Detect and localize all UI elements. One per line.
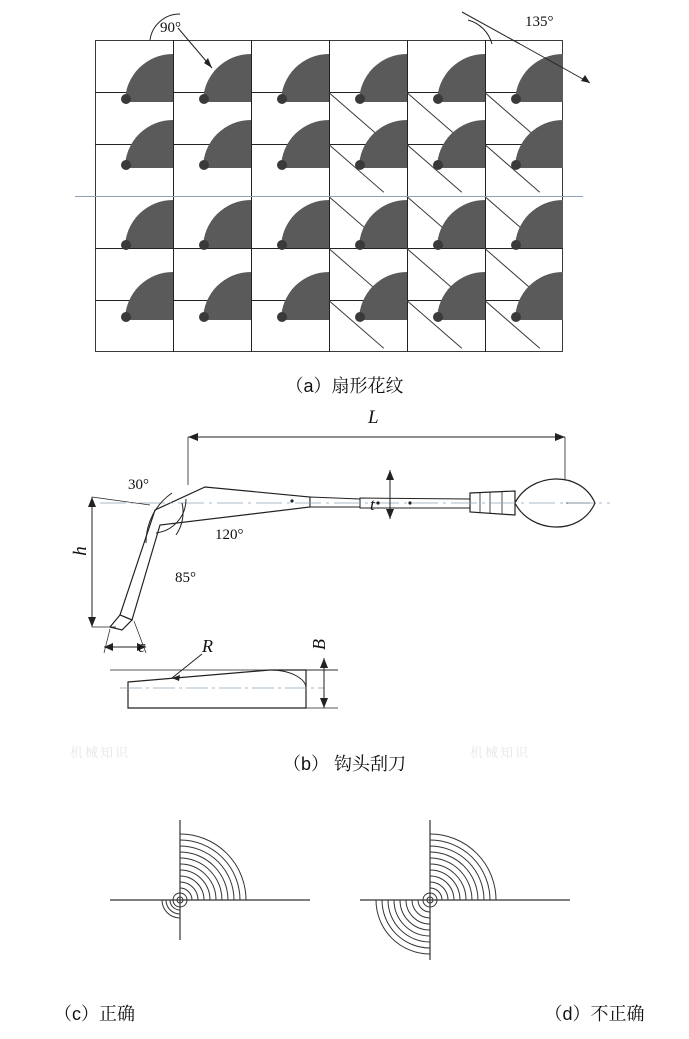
fan-pivot: [511, 160, 521, 170]
fan-pivot: [433, 312, 443, 322]
angle-90-label: 90°: [160, 20, 181, 36]
dimension-B: B: [309, 639, 329, 650]
fan-pivot: [511, 240, 521, 250]
angle-30-label: 30°: [128, 477, 149, 493]
dimension-h: h: [69, 546, 91, 556]
fan-pivot: [199, 160, 209, 170]
fan-pivot: [199, 312, 209, 322]
fan-pivot: [355, 312, 365, 322]
fan-pivot: [433, 160, 443, 170]
watermark: 机械知识: [470, 745, 531, 760]
angle-120-label: 120°: [215, 527, 244, 543]
fan-pivot: [433, 240, 443, 250]
caption-b: （b） 钩头刮刀: [282, 754, 406, 774]
fan-pivot: [121, 240, 131, 250]
angle-135-label: 135°: [525, 14, 554, 30]
fan-pivot: [355, 240, 365, 250]
fan-pivot: [277, 312, 287, 322]
figure-c-correct: [110, 810, 310, 980]
figure-d-incorrect: [360, 810, 570, 980]
fan-pivot: [121, 312, 131, 322]
fan-pivot: [121, 160, 131, 170]
fan-pivot: [277, 240, 287, 250]
angle-90-leader: [120, 10, 250, 100]
angle-135-leader: [440, 8, 630, 98]
fan-pivot: [355, 94, 365, 104]
caption-c: （c）正确: [54, 1004, 135, 1024]
fan-pivot: [277, 94, 287, 104]
caption-a: （a）扇形花纹: [285, 376, 404, 396]
caption-d: （d）不正确: [544, 1004, 645, 1024]
angle-85-label: 85°: [175, 570, 196, 586]
fan-pivot: [277, 160, 287, 170]
watermark: 机械知识: [70, 745, 131, 760]
fan-pivot: [199, 240, 209, 250]
dimension-t: t: [370, 495, 375, 514]
fan-pivot: [511, 312, 521, 322]
center-line: [75, 196, 583, 197]
dimension-c: c: [138, 637, 146, 656]
dimension-R: R: [202, 636, 213, 656]
figure-b-blade-topview: [110, 636, 400, 750]
fan-pivot: [355, 160, 365, 170]
dimension-L: L: [368, 407, 379, 428]
